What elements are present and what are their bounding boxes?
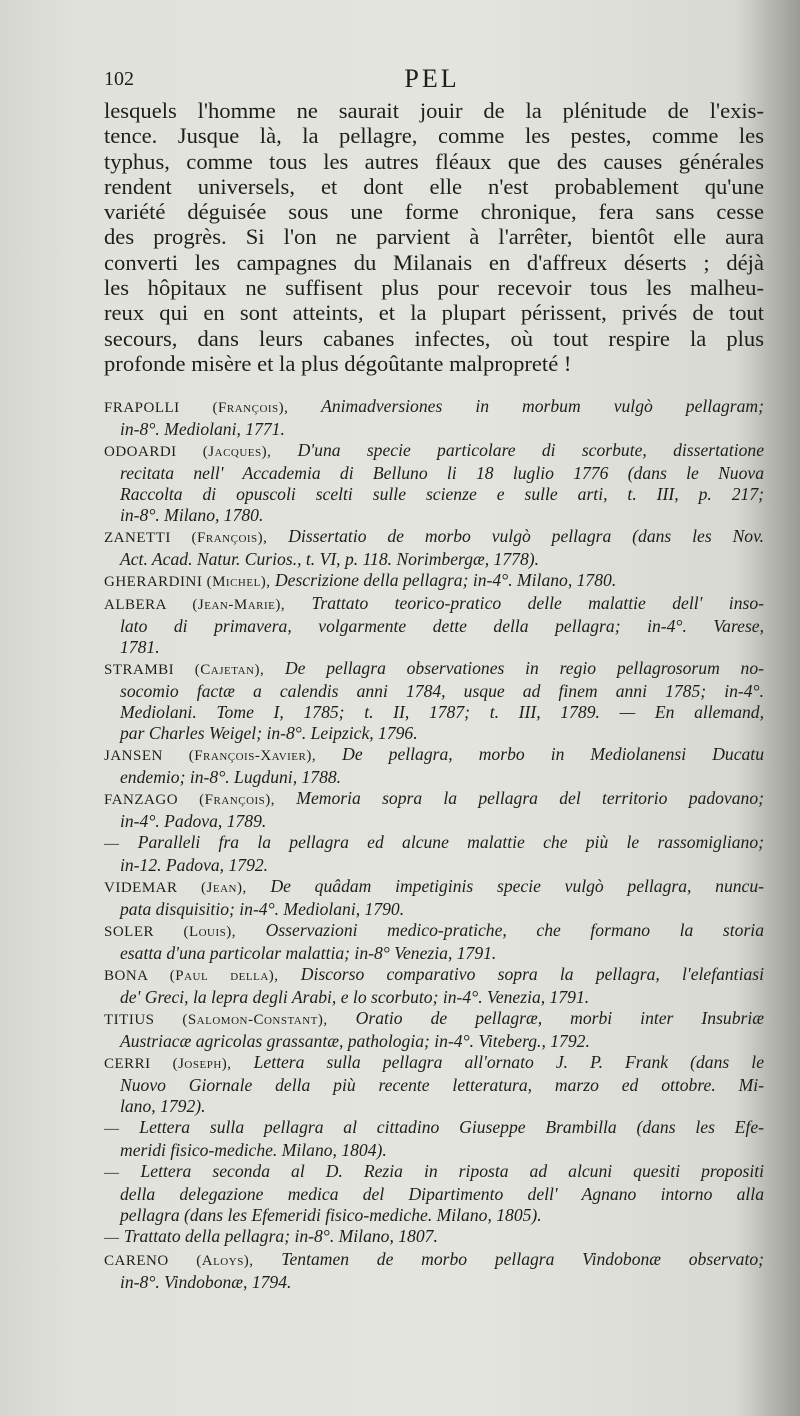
bibliography-entry — [104, 526, 764, 570]
bibliography-entry — [104, 1008, 764, 1052]
entry-text: in-8°. Vindobonæ, 1794. — [120, 1272, 292, 1292]
entry-line — [104, 1205, 764, 1226]
entry-line — [104, 681, 764, 702]
entry-line — [104, 855, 764, 876]
body-line: converti les campagnes du Milanais en d'affreux déserts ; déjà — [104, 249, 764, 275]
bibliography-entry — [104, 1249, 764, 1293]
bibliography-entry — [104, 1161, 764, 1226]
bibliography-entry — [104, 788, 764, 832]
entry-line — [104, 788, 764, 811]
entry-line — [104, 1096, 764, 1117]
entry-text: Act. Acad. Natur. Curios., t. VI, p. 118. Norimbergæ, 1778). — [120, 549, 539, 569]
entry-text: socomio factæ a calendis anni 1784, usque ad finem anni 1785; in-4°. — [120, 681, 764, 701]
entry-line — [104, 767, 764, 788]
entry-line — [104, 396, 764, 419]
entry-text: Memoria sopra la pellagra del territorio padovano; — [275, 788, 764, 808]
entry-text: Tentamen de morbo pellagra Vindobonæ observato; — [253, 1249, 765, 1269]
entry-author: SOLER (Louis), — [104, 924, 237, 940]
bibliography-entry — [104, 1226, 764, 1249]
entry-line — [104, 440, 764, 463]
entry-line — [104, 832, 764, 855]
entry-line — [104, 593, 764, 616]
entry-author: CERRI (Joseph), — [104, 1056, 232, 1072]
entry-author: FANZAGO (François), — [104, 792, 276, 808]
entry-text: lano, 1792). — [120, 1096, 206, 1116]
bibliography-entry — [104, 744, 764, 788]
body-line: rendent universels, et dont elle n'est probablement qu'une — [104, 173, 764, 199]
entry-line — [104, 505, 764, 526]
entry-text: Lettera seconda al D. Rezia in riposta ad alcuni quesiti propositi — [119, 1161, 764, 1181]
bibliography-entry — [104, 1052, 764, 1117]
entry-line — [104, 1226, 764, 1249]
entry-line — [104, 1031, 764, 1052]
entry-line — [104, 658, 764, 681]
entry-line — [104, 1161, 764, 1184]
body-line: reux qui en sont atteints, et la plupart périssent, privés de tout — [104, 300, 764, 326]
entry-author: — — [104, 1121, 120, 1137]
entry-text: Osservazioni medico-pratiche, che formano la storia — [236, 920, 764, 940]
entry-line — [104, 1117, 764, 1140]
entry-text: Lettera sulla pellagra al cittadino Giuseppe Brambilla (dans les Efe- — [119, 1117, 764, 1137]
entry-line — [104, 744, 764, 767]
entry-text: Dissertatio de morbo vulgò pellagra (dans les Nov. — [267, 526, 765, 546]
entry-line — [104, 549, 764, 570]
entry-line — [104, 484, 764, 505]
entry-line — [104, 943, 764, 964]
entry-line — [104, 570, 764, 593]
body-line: profonde misère et la plus dégoûtante malpropreté ! — [104, 350, 572, 376]
entry-text: De quâdam impetiginis specie vulgò pellagra, nuncu- — [246, 876, 765, 896]
entry-line — [104, 723, 764, 744]
entry-text: esatta d'una particolar malattia; in-8° Venezia, 1791. — [120, 943, 497, 963]
entry-text: Descrizione della pellagra; in-4°. Milano, 1780. — [270, 570, 617, 590]
entry-text: in-8°. Mediolani, 1771. — [120, 419, 285, 439]
entry-line — [104, 811, 764, 832]
entry-text: Trattato della pellagra; in-8°. Milano, 1807. — [119, 1226, 438, 1246]
body-line: typhus, comme tous les autres fléaux que des causes générales — [104, 148, 764, 174]
entry-line — [104, 637, 764, 658]
entry-text: meridi fisico-mediche. Milano, 1804). — [120, 1140, 387, 1160]
entry-text: D'una specie particolare di scorbute, dissertatione — [271, 440, 764, 460]
entry-line — [104, 526, 764, 549]
entry-text: De pellagra, morbo in Mediolanensi Ducatu — [316, 744, 764, 764]
body-line: les hôpitaux ne suffisent plus pour recevoir tous les malheu- — [104, 275, 764, 301]
page-header — [104, 64, 760, 100]
bibliography-entry — [104, 1117, 764, 1161]
entry-text: recitata nell' Accademia di Belluno li 18 luglio 1776 (dans le Nuova — [120, 463, 764, 483]
entry-text: 1781. — [120, 637, 160, 657]
bibliography-entry — [104, 964, 764, 1008]
entry-text: Trattato teorico-pratico delle malattie dell' inso- — [285, 593, 764, 613]
entry-text: in-8°. Milano, 1780. — [120, 505, 264, 525]
entry-line — [104, 1184, 764, 1205]
entry-line — [104, 1272, 764, 1293]
entry-line — [104, 1249, 764, 1272]
entry-author: — — [104, 1230, 120, 1246]
entry-line — [104, 899, 764, 920]
bibliography-entry — [104, 396, 764, 440]
entry-text: Austriacæ agricolas grassantæ, pathologia; in-4°. Viteberg., 1792. — [120, 1031, 590, 1051]
entry-author: GHERARDINI (Michel), — [104, 574, 271, 590]
bibliography-entry — [104, 920, 764, 964]
entry-text: endemio; in-8°. Lugduni, 1788. — [120, 767, 342, 787]
bibliography-entry — [104, 832, 764, 876]
entry-text: Paralleli fra la pellagra ed alcune malattie che più le rassomigliano; — [119, 832, 764, 852]
body-line: secours, dans leurs cabanes infectes, où tout respire la plus — [104, 325, 764, 351]
entry-author: ZANETTI (François), — [104, 530, 268, 546]
bibliography-entry — [104, 570, 764, 593]
entry-author: STRAMBI (Cajetan), — [104, 662, 265, 678]
body-line: lesquels l'homme ne saurait jouir de la plénitude de l'exis- — [104, 98, 764, 123]
entry-line — [104, 1008, 764, 1031]
body-line: des progrès. Si l'on ne parvient à l'arrêter, bientôt elle aura — [104, 224, 764, 250]
entry-text: pata disquisitio; in-4°. Mediolani, 1790. — [120, 899, 405, 919]
entry-line — [104, 1052, 764, 1075]
entry-line — [104, 702, 764, 723]
entry-author: JANSEN (François-Xavier), — [104, 748, 317, 764]
entry-line — [104, 964, 764, 987]
entry-text: Lettera sulla pellagra all'ornato J. P. Frank (dans le — [231, 1052, 764, 1072]
entry-text: Nuovo Giornale della più recente letteratura, marzo ed ottobre. Mi- — [120, 1075, 764, 1095]
entry-text: Mediolani. Tome I, 1785; t. II, 1787; t. III, 1789. — En allemand, — [120, 702, 764, 722]
entry-text: Discorso comparativo sopra la pellagra, l'elefantiasi — [278, 964, 764, 984]
entry-text: de' Greci, la lepra degli Arabi, e lo scorbuto; in-4°. Venezia, 1791. — [120, 987, 590, 1007]
entry-text: della delegazione medica del Dipartimento dell' Agnano intorno alla — [120, 1184, 764, 1204]
bibliography-entry — [104, 658, 764, 744]
entry-author: FRAPOLLI (François), — [104, 400, 289, 416]
entry-author: CARENO (Aloys), — [104, 1253, 254, 1269]
entry-author: TITIUS (Salomon-Constant), — [104, 1012, 328, 1028]
bibliography-list — [104, 396, 764, 1293]
entry-line — [104, 1140, 764, 1161]
entry-author: — — [104, 1165, 120, 1181]
running-head: PEL — [404, 64, 460, 93]
entry-line — [104, 920, 764, 943]
entry-text: De pellagra observationes in regio pellagrosorum no- — [264, 658, 764, 678]
entry-text: pellagra (dans les Efemeridi fisico-mediche. Milano, 1805). — [120, 1205, 542, 1225]
entry-author: — — [104, 836, 120, 852]
entry-line — [104, 987, 764, 1008]
entry-line — [104, 1075, 764, 1096]
body-line: variété déguisée sous une forme chronique, fera sans cesse — [104, 199, 764, 225]
bibliography-entry — [104, 593, 764, 658]
bibliography-entry — [104, 440, 764, 526]
entry-author: ALBERA (Jean-Marie), — [104, 597, 286, 613]
entry-line — [104, 876, 764, 899]
page-number: 102 — [104, 68, 134, 90]
entry-author: BONA (Paul della), — [104, 968, 279, 984]
entry-author: ODOARDI (Jacques), — [104, 444, 272, 460]
entry-text: in-4°. Padova, 1789. — [120, 811, 267, 831]
body-line: tence. Jusque là, la pellagre, comme les pestes, comme les — [104, 123, 764, 149]
entry-line — [104, 616, 764, 637]
entry-text: Oratio de pellagræ, morbi inter Insubriæ — [327, 1008, 764, 1028]
entry-text: par Charles Weigel; in-8°. Leipzick, 1796. — [120, 723, 418, 743]
bibliography-entry — [104, 876, 764, 920]
entry-line — [104, 419, 764, 440]
entry-author: VIDEMAR (Jean), — [104, 880, 247, 896]
entry-text: Animadversiones in morbum vulgò pellagram; — [288, 396, 764, 416]
entry-text: Raccolta di opuscoli scelti sulle scienze e sulle arti, t. III, p. 217; — [120, 484, 764, 504]
body-paragraph — [104, 98, 764, 376]
entry-line — [104, 463, 764, 484]
entry-text: lato di primavera, volgarmente dette della pellagra; in-4°. Varese, — [120, 616, 764, 636]
entry-text: in-12. Padova, 1792. — [120, 855, 269, 875]
